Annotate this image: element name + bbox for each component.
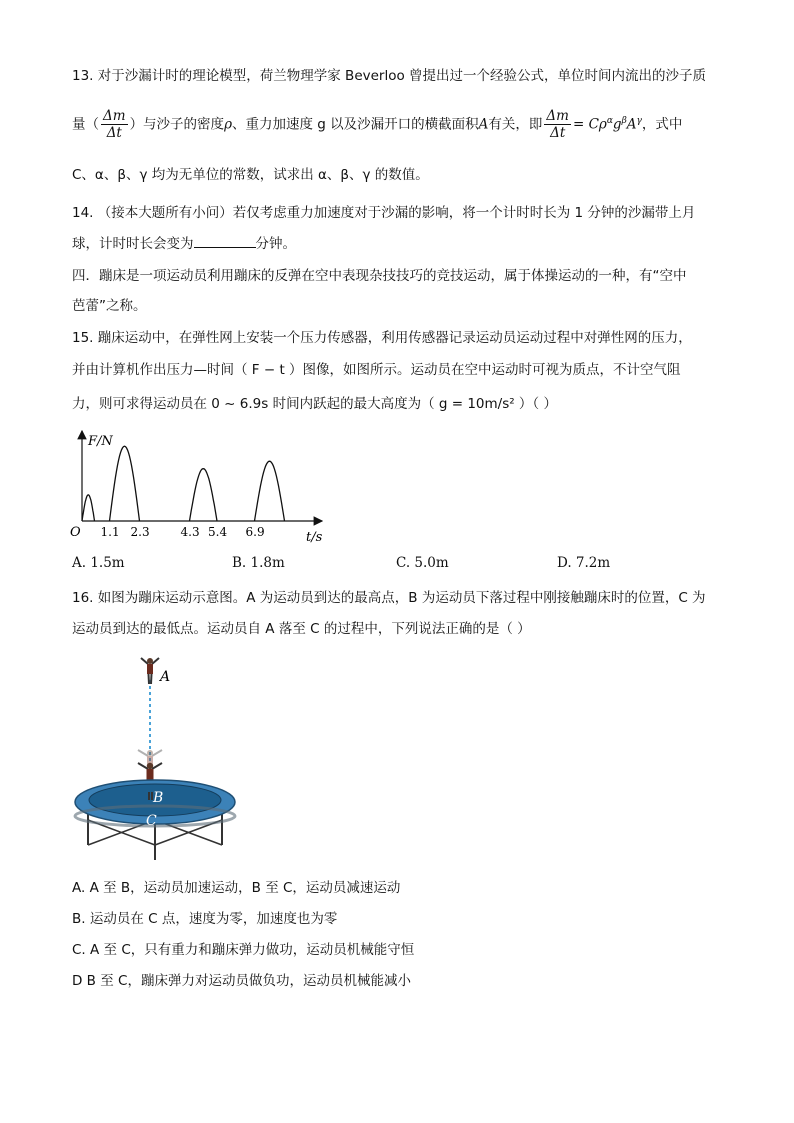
force-hump-1 bbox=[82, 495, 95, 521]
x-tick-label-4: 5.4 bbox=[208, 525, 228, 539]
athlete-ghost-icon bbox=[138, 750, 162, 765]
q13-area-symbol: A bbox=[478, 116, 489, 133]
q16-line-1: 16. 如图为蹦床运动示意图。A 为运动员到达的最高点，B 为运动员下落过程中刚接触蹦床时的位置，C 为 bbox=[72, 590, 706, 606]
q13-eq-rhs: = Cρ bbox=[572, 116, 607, 133]
x-tick-label-1: 1.1 bbox=[100, 525, 120, 539]
point-C-label: C bbox=[146, 813, 157, 829]
q13-alpha-exp: α bbox=[606, 116, 613, 126]
q15-option-d[interactable]: D. 7.2m bbox=[557, 555, 611, 571]
point-B-label: B bbox=[153, 790, 164, 806]
q13-text-d: 有关，即 bbox=[488, 116, 543, 133]
x-tick-label-3: 4.3 bbox=[180, 525, 200, 539]
y-axis-label: F/N bbox=[88, 434, 113, 449]
q13-frac-num-2: Δm bbox=[546, 108, 569, 124]
q13-rho: ρ bbox=[224, 116, 232, 133]
q14-answer-blank[interactable] bbox=[194, 233, 256, 248]
q14-text-a: 球，计时时长会变为 bbox=[72, 236, 194, 252]
trampoline-figure bbox=[70, 650, 240, 865]
x-axis-label: t/s bbox=[306, 530, 323, 545]
q16-option-a[interactable]: A. A 至 B，运动员加速运动，B 至 C，运动员减速运动 bbox=[72, 880, 401, 896]
q16-line-2: 运动员到达的最低点。运动员自 A 落至 C 的过程中，下列说法正确的是（ ） bbox=[72, 621, 531, 637]
q13-text-e: ，式中 bbox=[641, 116, 683, 133]
q15-option-b[interactable]: B. 1.8m bbox=[232, 555, 285, 571]
q15-option-c[interactable]: C. 5.0m bbox=[396, 555, 449, 571]
q14-text-b: 分钟。 bbox=[255, 236, 296, 252]
force-hump-2 bbox=[110, 446, 140, 521]
q13-line-1: 13. 对于沙漏计时的理论模型，荷兰物理学家 Beverloo 曾提出过一个经验公式，单位时间内流出的沙子质 bbox=[72, 68, 707, 84]
x-tick-label-2: 2.3 bbox=[130, 525, 150, 539]
q13-text-b: ）与沙子的密度 bbox=[129, 116, 225, 133]
force-hump-4 bbox=[255, 461, 285, 521]
origin-label: O bbox=[70, 525, 81, 540]
force-time-chart bbox=[60, 425, 350, 550]
q13-gamma-exp: γ bbox=[636, 116, 642, 126]
q16-option-d[interactable]: D B 至 C，蹦床弹力对运动员做负功，运动员机械能减小 bbox=[72, 973, 411, 989]
q13-fraction-2 bbox=[544, 108, 571, 141]
q15-line-2: 并由计算机作出压力—时间（ F − t ）图像，如图所示。运动员在空中运动时可视为质点，不计空气阻 bbox=[72, 362, 681, 378]
q15-option-a[interactable]: A. 1.5m bbox=[72, 555, 125, 571]
section4-line-2: 芭蕾”之称。 bbox=[72, 298, 147, 314]
q13-line-3: C、α、β、γ 均为无单位的常数，试求出 α、β、γ 的数值。 bbox=[72, 167, 429, 183]
q13-frac-num-1: Δm bbox=[103, 108, 126, 124]
q13-frac-den-1: Δt bbox=[106, 125, 122, 141]
q13-frac-den-2: Δt bbox=[550, 125, 566, 141]
q15-line-1: 15. 蹦床运动中，在弹性网上安装一个压力传感器，利用传感器记录运动员运动过程中对弹性网的压力， bbox=[72, 330, 692, 346]
q15-line-3: 力，则可求得运动员在 0 ~ 6.9s 时间内跃起的最大高度为（ g = 10m/s² ）（ ） bbox=[72, 396, 557, 412]
section4-line-1: 四．蹦床是一项运动员利用蹦床的反弹在空中表现杂技技巧的竞技运动，属于体操运动的一种，有“空中 bbox=[72, 268, 687, 284]
q14-line-1: 14. （接本大题所有小问）若仅考虑重力加速度对于沙漏的影响，将一个计时时长为 1 分钟的沙漏带上月 bbox=[72, 205, 696, 221]
q14-line-2 bbox=[72, 233, 296, 254]
q13-beta-exp: β bbox=[621, 116, 627, 126]
q13-A2: A bbox=[626, 116, 637, 133]
q13-fraction-1 bbox=[101, 108, 128, 141]
q16-option-c[interactable]: C. A 至 C，只有重力和蹦床弹力做功，运动员机械能守恒 bbox=[72, 942, 415, 958]
x-tick-label-5: 6.9 bbox=[245, 525, 265, 539]
q13-line-2 bbox=[72, 108, 682, 141]
point-A-label: A bbox=[160, 669, 171, 685]
q13-text-c: 、重力加速度 g 以及沙漏开口的横截面积 bbox=[232, 116, 479, 133]
q16-option-b[interactable]: B. 运动员在 C 点，速度为零，加速度也为零 bbox=[72, 911, 338, 927]
force-hump-3 bbox=[190, 469, 218, 521]
q13-text-a: 量（ bbox=[72, 116, 99, 133]
q13-g: g bbox=[612, 116, 622, 133]
